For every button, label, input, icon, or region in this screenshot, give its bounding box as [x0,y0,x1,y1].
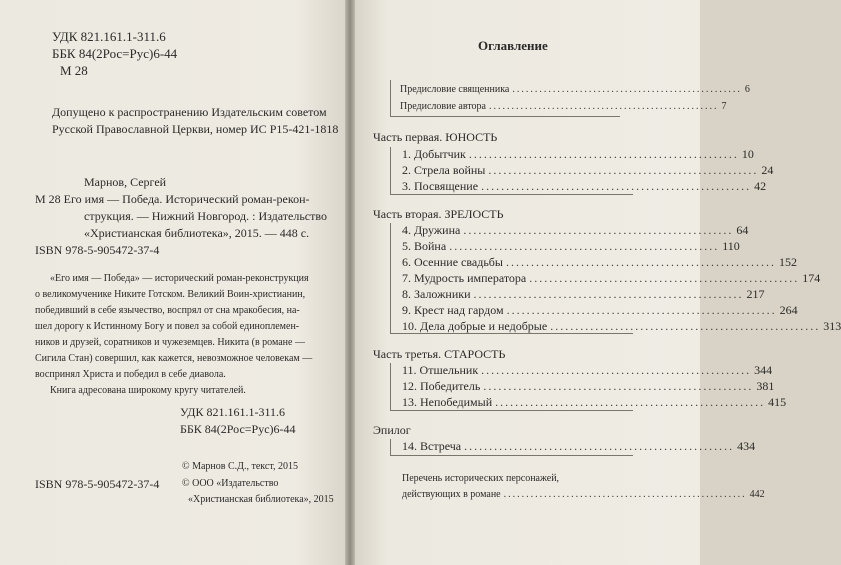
epilogue-title: Эпилог [373,423,411,437]
biblio-line-3: «Христианская библиотека», 2015. — 448 с. [84,226,310,240]
toc-entry-page: 442 [749,489,765,500]
book-gutter [345,0,355,565]
isbn-bottom: ISBN 978-5-905472-37-4 [35,477,160,491]
toc-entry-title: 3. Посвящение [402,179,479,193]
isbn-top: ISBN 978-5-905472-37-4 [35,243,160,257]
copyright-author: © Марнов С.Д., текст, 2015 [182,461,298,472]
udk-bottom: УДК 821.161.1-311.6 [180,405,286,419]
toc-entry-page: 313 [823,319,841,333]
toc-entry-title: 5. Война [402,239,447,253]
part2-title: Часть вторая. ЗРЕЛОСТЬ [373,207,504,221]
part3-rule [390,410,633,411]
toc-entry-title: 1. Добытчик [402,147,466,161]
annotation-line: ников и друзей, соратников и чужеземцев. Никита (в романе — [35,337,305,348]
toc-heading: Оглавление [478,38,548,53]
toc-entry-chapter: 10. Дела добрые и недобрые ...................................................... 313 [402,319,841,333]
toc-entry-chapter: 7. Мудрость императора ...................................................... 174 [402,271,821,285]
epilogue-bracket [390,439,391,455]
toc-entry-chapter: 2. Стрела войны ...................................................... 24 [402,163,774,177]
toc-entry-title: 14. Встреча [402,439,462,453]
toc-entry-page: 264 [779,303,798,317]
toc-entry-title: Предисловие священника [400,84,510,95]
toc-entry-chapter: 9. Крест над гардом ...................................................... 264 [402,303,798,317]
part2-bracket [390,223,391,333]
copyright-publisher-2: «Христианская библиотека», 2015 [188,494,334,505]
toc-entry-title: 4. Дружина [402,223,461,237]
preface-rule [390,116,620,117]
toc-entry-title: Предисловие автора [400,101,486,112]
toc-entry-title: 11. Отшельник [402,363,479,377]
appendix-line-1: Перечень исторических персонажей, [402,473,560,484]
toc-entry-chapter: 13. Непобедимый ...................................................... 415 [402,395,787,409]
toc-entry-page: 24 [761,163,774,177]
author-name: Марнов, Сергей [84,175,167,189]
toc-entry-title: действующих в романе [402,489,501,500]
toc-entry-chapter: 4. Дружина ...................................................... 64 [402,223,749,237]
epilogue-rule [390,455,633,456]
toc-entry-page: 434 [737,439,756,453]
biblio-line-1: М 28 Его имя — Победа. Исторический роман-рекон- [35,192,310,206]
toc-entry-title: 13. Непобедимый [402,395,493,409]
toc-entry-page: 110 [722,239,740,253]
toc-entry-page: 7 [721,101,727,112]
bbk-bottom: ББК 84(2Рос=Рус)6-44 [180,422,296,436]
toc-entry-title: 2. Стрела войны [402,163,486,177]
part1-title: Часть первая. ЮНОСТЬ [373,130,498,144]
toc-entry-title: 10. Дела добрые и недобрые [402,319,548,333]
toc-entry-page: 10 [741,147,754,161]
preface-bracket [390,80,391,116]
toc-entry-title: 9. Крест над гардом [402,303,504,317]
annotation-line: «Его имя — Победа» — исторический роман-реконструкция [50,273,309,284]
part1-bracket [390,147,391,194]
annotation-line: шел дорогу к Истинному Богу и повел за собой единоплемен- [35,321,300,332]
annotation-line: воспринял Христа и победил в себе диавола. [35,369,226,380]
toc-entry-page: 217 [746,287,765,301]
toc-entry-page: 152 [778,255,797,269]
toc-entry-title: 6. Осенние свадьбы [402,255,503,269]
toc-entry-title: 12. Победитель [402,379,481,393]
annotation-line: о великомученике Никите Готском. Великий Воин-христианин, [35,289,306,300]
part1-rule [390,194,633,195]
toc-entry-appendix: действующих в романе ...................................................... 442 [402,489,765,500]
toc-entry-page: 344 [754,363,773,377]
approval-line-1: Допущено к распространению Издательским советом [52,105,327,119]
toc-entry-chapter: 12. Победитель ...................................................... 381 [402,379,775,393]
toc-entry-page: 415 [768,395,787,409]
part3-title: Часть третья. СТАРОСТЬ [373,347,506,361]
toc-entry-title: 8. Заложники [402,287,471,301]
toc-entry-page: 64 [736,223,749,237]
toc-entry-chapter: 3. Посвящение ...................................................... 42 [402,179,767,193]
udk-top: УДК 821.161.1-311.6 [52,29,166,44]
annotation-line: Книга адресована широкому кругу читателей. [50,385,246,396]
toc-entry-chapter: 1. Добытчик ...................................................... 10 [402,147,754,161]
author-mark-top: М 28 [60,63,88,78]
annotation-line: Сигила Стан) совершил, как кажется, невозможное человекам — [35,353,313,364]
toc-entry-preface-author: Предисловие автора ................................................... 7 [400,101,727,112]
toc-entry-chapter: 8. Заложники ...................................................... 217 [402,287,765,301]
toc-entry-chapter: 11. Отшельник ...................................................... 344 [402,363,773,377]
approval-line-2: Русской Православной Церкви, номер ИС Р15-421-1818 [52,122,339,136]
annotation-line: победивший в себе язычество, воспрял от сна мракобесия, на- [35,305,300,316]
toc-entry-page: 42 [754,179,767,193]
toc-entry-title: 7. Мудрость императора [402,271,527,285]
part3-bracket [390,363,391,410]
toc-entry-page: 381 [756,379,775,393]
toc-entry-chapter: 5. Война ...................................................... 110 [402,239,740,253]
toc-entry-page: 174 [802,271,821,285]
toc-entry-page: 6 [744,84,750,95]
bbk-top: ББК 84(2Рос=Рус)6-44 [52,46,178,61]
toc-entry-chapter: 14. Встреча ...................................................... 434 [402,439,756,453]
biblio-line-2: струкция. — Нижний Новгород. : Издательство [84,209,327,223]
toc-entry-preface-priest: Предисловие священника ................................................... 6 [400,84,750,95]
toc-entry-chapter: 6. Осенние свадьбы ...................................................... 152 [402,255,797,269]
copyright-publisher-1: © ООО «Издательство [182,478,279,489]
